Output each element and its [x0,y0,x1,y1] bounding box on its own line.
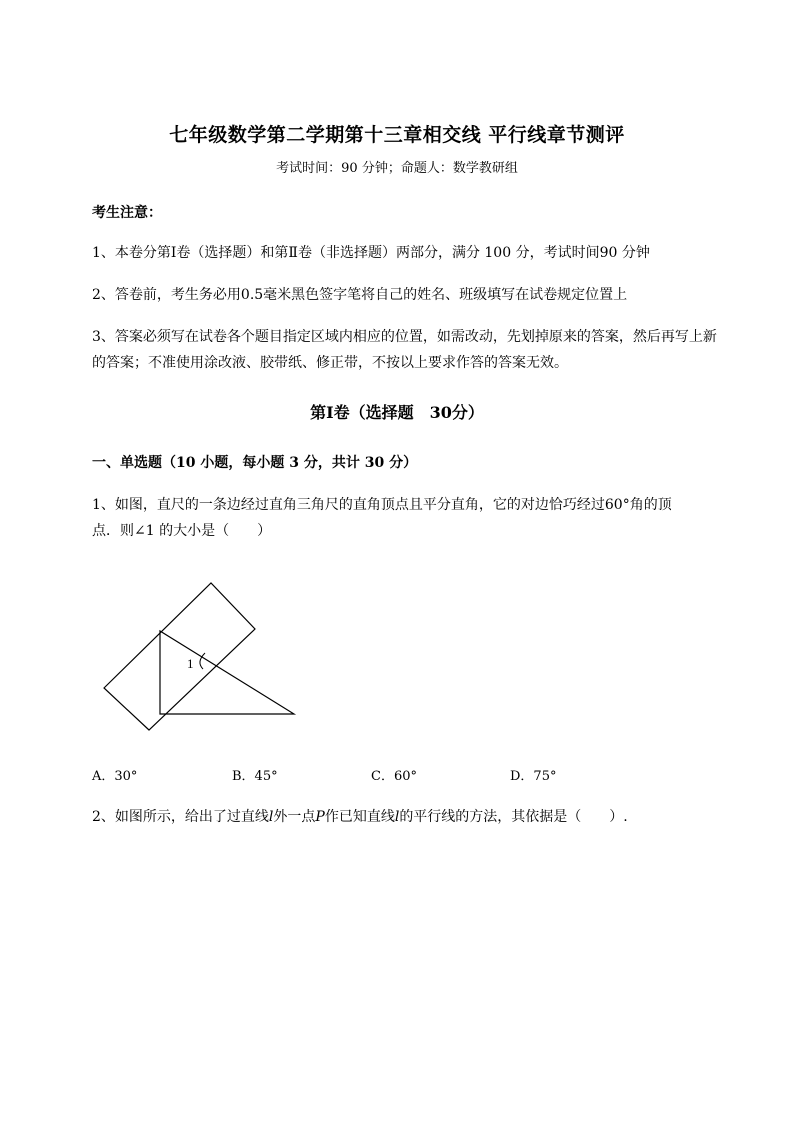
page-title: 七年级数学第二学期第十三章相交线 平行线章节测评 [169,124,625,146]
ruler-triangle-figure [95,578,305,733]
line-l-variable: l [268,809,274,825]
point-p-variable: P [315,809,325,825]
q2-text-part: 外一点 [273,809,316,825]
q2-text-part: 2、如图所示，给出了过直线 [92,809,269,825]
notice-heading: 考生注意： [92,205,162,221]
angle-label: 1 [187,656,194,671]
notice-item: 的答案；不准使用涂改液、胶带纸、修正带，不按以上要求作答的答案无效。 [92,355,568,371]
notice-item: 1、本卷分第Ⅰ卷（选择题）和第Ⅱ卷（非选择题）两部分，满分 100 分，考试时间90 分钟 [92,245,650,261]
angle-arc [200,653,205,669]
section-heading: 一、单选题（10 小题，每小题 3 分，共计 30 分） [92,455,418,471]
choice-d[interactable]: D．75° [510,769,557,784]
q2-text-part: 作已知直线 [324,809,395,825]
choice-c[interactable]: C．60° [371,769,417,784]
q2-text-part: 的平行线的方法，其依据是（ ）. [399,809,628,825]
question-1-text: 1、如图，直尺的一条边经过直角三角尺的直角顶点且平分直角，它的对边恰巧经过60°角的顶 [92,497,672,513]
notice-item: 3、答案必须写在试卷各个题目指定区域内相应的位置，如需改动，先划掉原来的答案，然后再写上新 [92,329,717,345]
set-square-shape [160,631,294,714]
question-2-text [92,806,628,826]
exam-info: 考试时间：90 分钟；命题人：数学教研组 [276,161,518,176]
choice-a[interactable]: A．30° [92,769,138,784]
question-1-text-cont: 点．则∠1 的大小是（ ） [92,523,272,539]
part-one-title: 第Ⅰ卷（选择题 30分） [310,403,484,422]
line-l-variable: l [394,809,400,825]
choice-b[interactable]: B．45° [232,769,278,784]
ruler-shape [104,583,255,730]
notice-item: 2、答卷前，考生务必用0.5毫米黑色签字笔将自己的姓名、班级填写在试卷规定位置上 [92,287,628,303]
